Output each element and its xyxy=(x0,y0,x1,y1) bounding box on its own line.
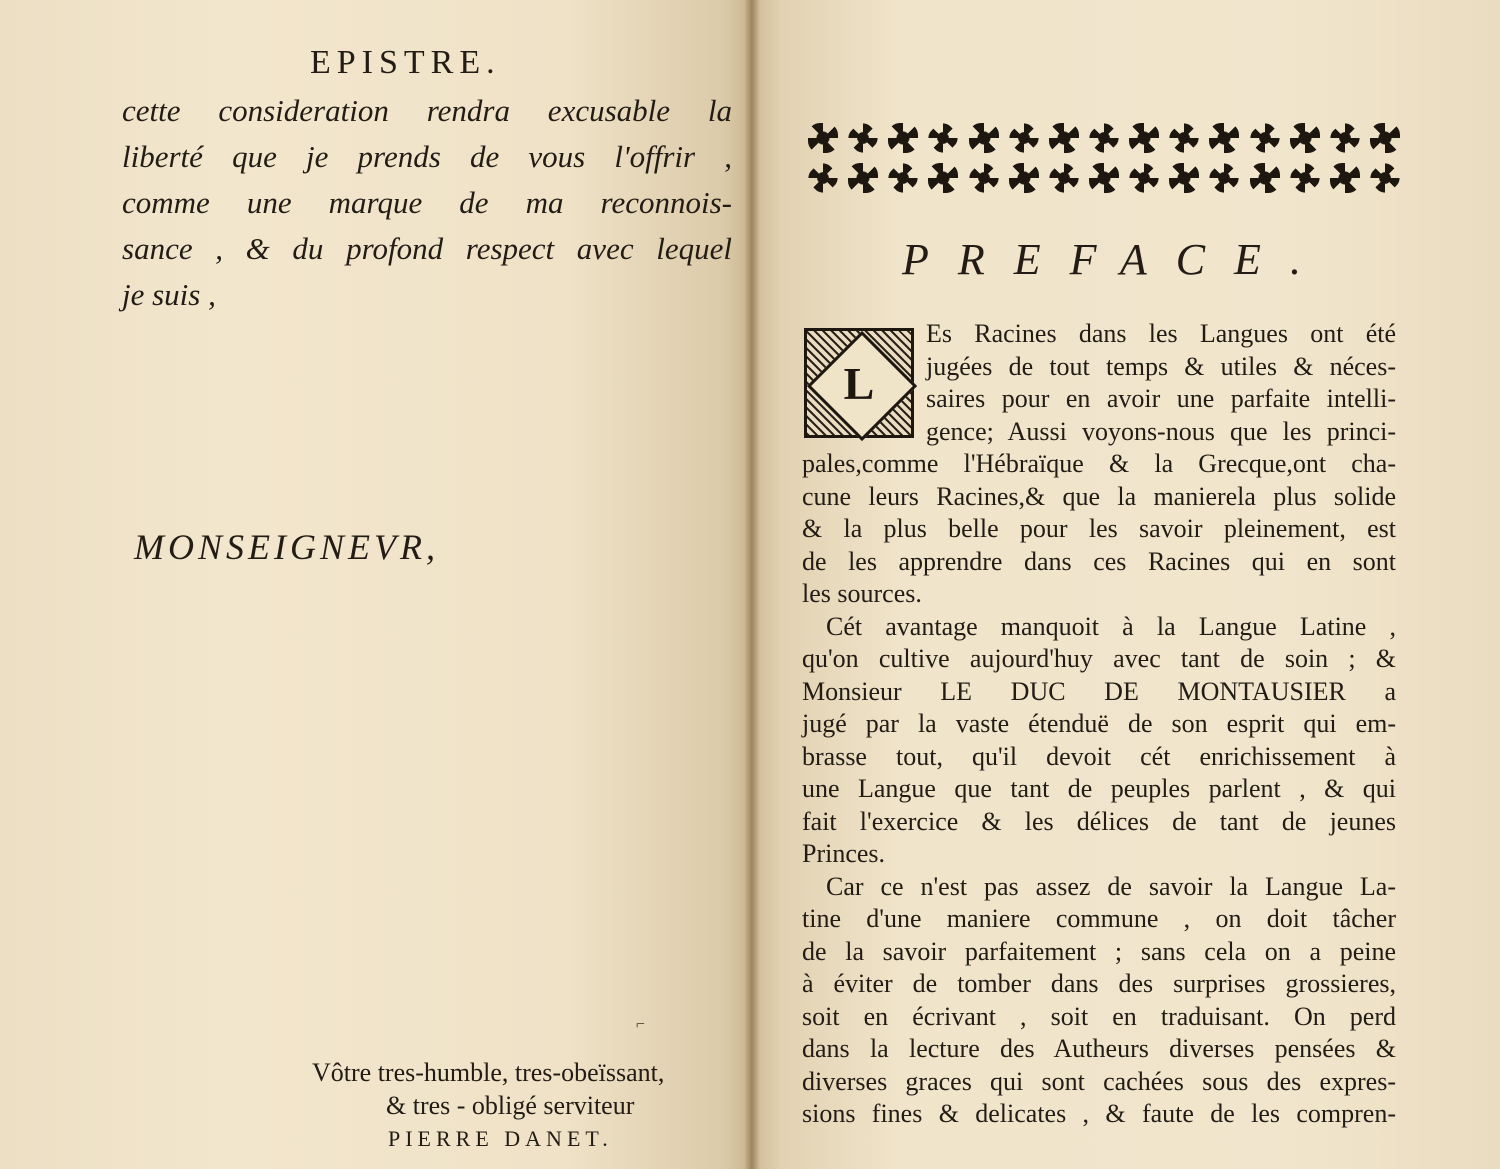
text-line: soit en écrivant , soit en traduisant. On perd xyxy=(802,1001,1396,1031)
fleuron-icon xyxy=(848,163,878,193)
ornament-row xyxy=(808,118,1400,158)
fleuron-icon xyxy=(1169,163,1199,193)
fleuron-icon xyxy=(969,123,999,153)
fleuron-icon xyxy=(924,119,962,157)
fleuron-icon xyxy=(1085,119,1123,157)
text-line: tine d'une maniere commune , on doit tâcher xyxy=(802,904,1396,933)
fleuron-icon xyxy=(1049,123,1079,153)
text-line: de la savoir parfaitement ; sans cela on a peine xyxy=(802,936,1396,966)
text-line: fait l'exercice & les délices de tant de jeunes xyxy=(802,806,1396,836)
preface-text xyxy=(802,318,1396,1131)
fleuron-icon xyxy=(844,119,882,157)
running-head: EPISTRE. xyxy=(310,44,501,81)
text-line: les sources. xyxy=(802,579,922,608)
fleuron-icon xyxy=(884,159,922,197)
headpiece-ornament xyxy=(808,118,1400,202)
ornament-row xyxy=(808,158,1400,198)
text-line: liberté que je prends de vous l'offrir , xyxy=(122,139,732,174)
printer-mark: ⌐ xyxy=(636,1016,646,1033)
fleuron-icon xyxy=(1286,159,1324,197)
text-line: comme une marque de ma reconnois- xyxy=(122,185,732,220)
fleuron-icon xyxy=(1250,163,1280,193)
text-line: cune leurs Racines,& que la manierela plus solide xyxy=(802,481,1396,511)
text-line: Es Racines dans les Langues ont été xyxy=(926,319,1396,348)
fleuron-icon xyxy=(1045,159,1083,197)
text-line: gence; Aussi voyons-nous que les princi- xyxy=(926,416,1396,446)
signature-line: Vôtre tres-humble, tres-obeïssant, xyxy=(312,1058,665,1087)
fleuron-icon xyxy=(1009,163,1039,193)
fleuron-icon xyxy=(1326,119,1364,157)
text-line: brasse tout, qu'il devoit cét enrichissement à xyxy=(802,741,1396,771)
text-line: diverses graces qui sont cachées sous des expres- xyxy=(802,1066,1396,1096)
text-line: sance , & du profond respect avec lequel xyxy=(122,231,732,266)
text-line: cette consideration rendra excusable la xyxy=(122,93,732,128)
text-line: Monsieur LE DUC DE MONTAUSIER a xyxy=(802,676,1396,706)
fleuron-icon xyxy=(1209,123,1239,153)
signature-block xyxy=(312,1056,742,1155)
fleuron-icon xyxy=(888,123,918,153)
fleuron-icon xyxy=(1205,159,1243,197)
text-line: jugé par la vaste étenduë de son esprit qui em- xyxy=(802,709,1396,738)
fleuron-icon xyxy=(1005,119,1043,157)
text-line: Cét avantage manquoit à la Langue Latine , xyxy=(826,611,1396,641)
text-line: de les apprendre dans ces Racines qui en sont xyxy=(802,546,1396,576)
fleuron-icon xyxy=(1290,123,1320,153)
fleuron-icon xyxy=(804,159,842,197)
salutation: MONSEIGNEVR, xyxy=(134,527,439,567)
fleuron-icon xyxy=(1366,159,1404,197)
text-line: je suis , xyxy=(122,277,216,312)
signature-line: & tres - obligé serviteur xyxy=(386,1091,635,1120)
text-line: Princes. xyxy=(802,839,886,868)
fleuron-icon xyxy=(1165,119,1203,157)
text-line: Car ce n'est pas assez de savoir la Langue La- xyxy=(826,871,1396,901)
text-line: qu'on cultive aujourd'huy avec tant de soin ; & xyxy=(802,644,1396,673)
page-title: PREFACE. xyxy=(902,235,1330,284)
text-line: pales,comme l'Hébraïque & la Grecque,ont cha- xyxy=(802,449,1396,478)
book-gutter xyxy=(744,0,760,1169)
text-line: sions fines & delicates , & faute de les compren- xyxy=(802,1099,1396,1128)
text-line: jugées de tout temps & utiles & néces- xyxy=(926,351,1396,381)
text-line: saires pour en avoir une parfaite intelli- xyxy=(926,384,1396,413)
text-line: une Langue que tant de peuples parlent , & qui xyxy=(802,774,1396,803)
epistre-text xyxy=(122,88,732,318)
signature-name: PIERRE DANET. xyxy=(388,1126,613,1151)
fleuron-icon xyxy=(1330,163,1360,193)
fleuron-icon xyxy=(1370,123,1400,153)
fleuron-icon xyxy=(964,159,1002,197)
fleuron-icon xyxy=(1129,123,1159,153)
fleuron-icon xyxy=(928,163,958,193)
text-line: & la plus belle pour les savoir pleinement, est xyxy=(802,514,1396,543)
dropcap-letter: L xyxy=(843,357,875,409)
fleuron-icon xyxy=(808,123,838,153)
fleuron-icon xyxy=(1245,119,1283,157)
text-line: à éviter de tomber dans des surprises grossieres, xyxy=(802,969,1396,998)
fleuron-icon xyxy=(1125,159,1163,197)
text-line: dans la lecture des Autheurs diverses pensées & xyxy=(802,1034,1396,1063)
fleuron-icon xyxy=(1089,163,1119,193)
